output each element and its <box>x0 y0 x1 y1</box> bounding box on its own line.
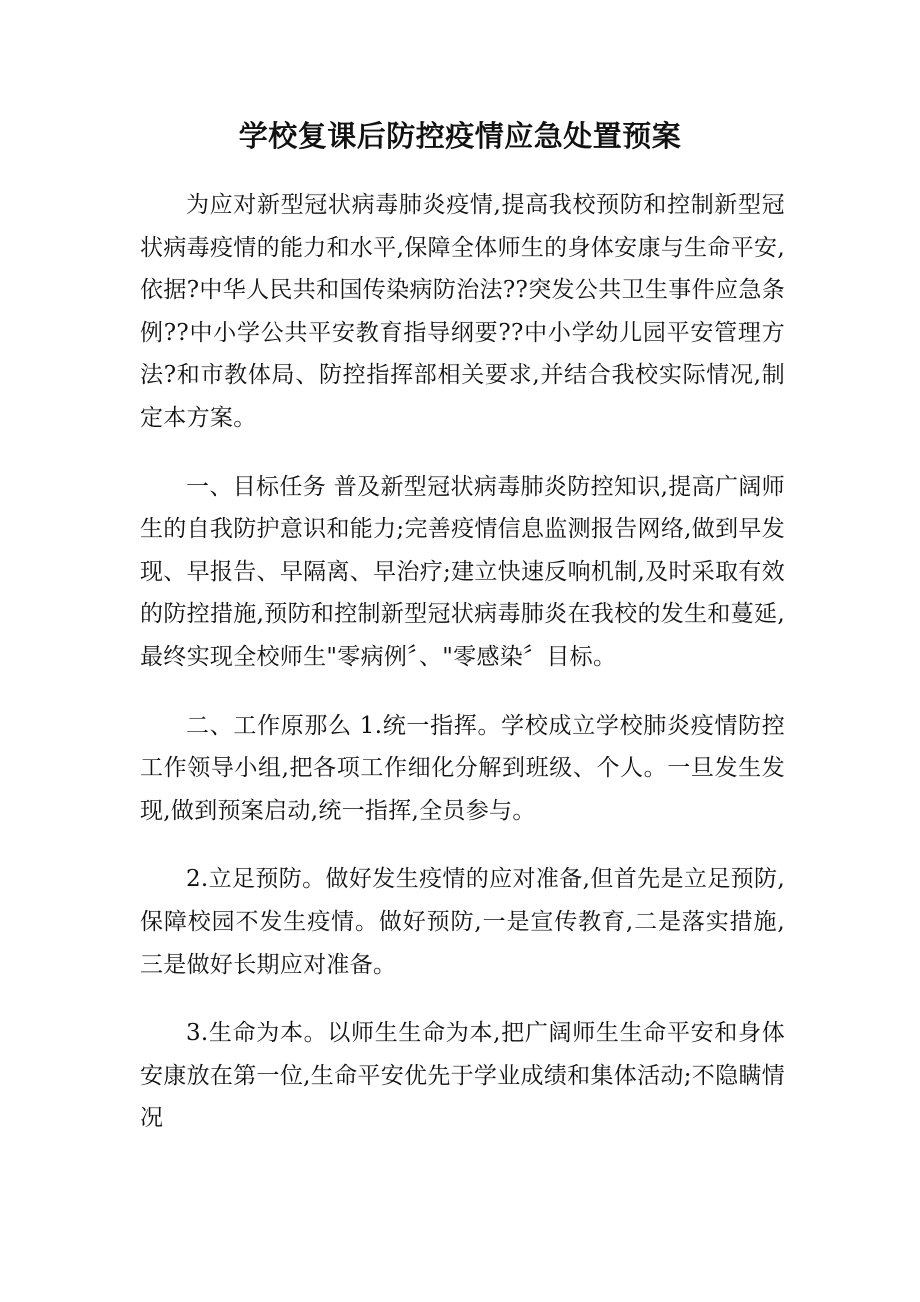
document-body <box>140 184 785 1166</box>
paragraph-principle-1: 二、工作原那么 1.统一指挥。学校成立学校肺炎疫情防控工作领导小组,把各项工作细化分解到班级、个人。一旦发生发现,做到预案启动,统一指挥,全员参与。 <box>140 712 785 824</box>
paragraph-principle-3: 3.生命为本。以师生生命为本,把广阔师生生命平安和身体安康放在第一位,生命平安优先于学业成绩和集体活动;不隐瞒情况 <box>140 1020 785 1132</box>
document-title: 学校复课后防控疫情应急处置预案 <box>238 119 682 153</box>
paragraph-intro: 为应对新型冠状病毒肺炎疫情,提高我校预防和控制新型冠状病毒疫情的能力和水平,保障全体师生的身体安康与生命平安,依据?中华人民共和国传染病防治法??突发公共卫生事件应急条例??中小学公共平安教育指导纲要??中小学幼儿园平安管理方法?和市教体局、防控指挥部相关要求,并结合我校实际情况,制定本方案。 <box>140 192 785 431</box>
paragraph-principle-2: 2.立足预防。做好发生疫情的应对准备,但首先是立足预防,保障校园不发生疫情。做好预防,一是宣传教育,二是落实措施,三是做好长期应对准备。 <box>140 866 785 978</box>
paragraph-goals: 一、目标任务 普及新型冠状病毒肺炎防控知识,提高广阔师生的自我防护意识和能力;完善疫情信息监测报告网络,做到早发现、早报告、早隔离、早治疗;建立快速反响机制,及时采取有效的防控措施,预防和控制新型冠状病毒肺炎在我校的发生和蔓延,最终实现全校师生"零病例〞、"零感染〞目标。 <box>140 473 785 670</box>
